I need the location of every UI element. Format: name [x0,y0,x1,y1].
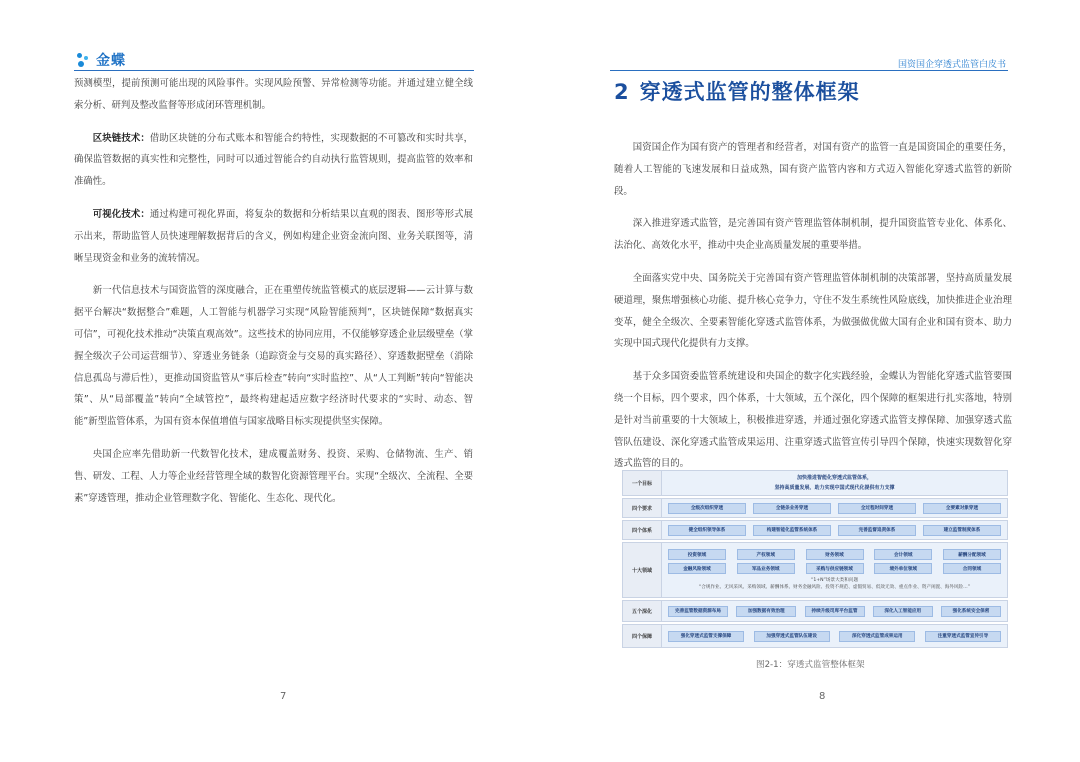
framework-row-systems [622,520,1008,540]
domain-box: 金融风险领域 [668,563,726,574]
framework-row-deepen [622,600,1008,622]
page-number-right: 8 [819,691,826,702]
deepen-box: 强化系统安全保密 [941,606,1001,617]
domain-box: 产权领域 [737,549,795,560]
logo-text: 金蝶 [96,53,126,69]
row-label: 四个体系 [622,520,662,540]
kingdee-logo [76,50,126,70]
paragraph: 预测模型，提前预测可能出现的风险事件。实现风险预警、异常检测等功能。并通过建立健全线索分析、研判及整改监督等形成闭环管理机制。 [74,78,473,111]
paragraph: 新一代信息技术与国资监管的深度融合，正在重塑传统监管模式的底层逻辑——云计算与数据平台解决“数据整合”难题，人工智能与机器学习实现“风险智能预判”，区块链保障“数据真实可信”，可视化技术推动“决策直观高效”。这些技术的协同应用，不仅能够穿透企业层级壁垒（掌握全级次子公司运营细节）、穿透业务链条（追踪资金与交易的真实路径）、穿透数据壁垒（消除信息孤岛与滞后性），更推动国资监管从“事后检查”转向“实时监控”、从“人工判断”转向“智能决策”、从“局部覆盖”转向“全域管控”，最终构建起适应数字经济时代要求的“实时、动态、智能”新型监管体系，为国有资本保值增值与国家战略目标实现提供坚实保障。 [74,285,473,428]
domain-box: 会计领域 [874,549,932,560]
goal-line: 加快推进智能化穿透式监管体系， [796,475,872,481]
deepen-box: 深化人工智能应用 [873,606,933,617]
paragraph: 基于众多国资委监管系统建设和央国企的数字化实践经验，金蝶认为智能化穿透式监管要围绕一个目标，四个要求，四个体系，十大领域，五个深化，四个保障的框架进行扎实落地，特别是针对当前重要的十大领域上，积极推进穿透，并通过强化穿透式监管支撑保障、加强穿透式监管队伍建设、深化穿透式监管成果运用、注重穿透式监管宣传引导四个保障，快速实现数智化穿透式监管的目的。 [614,371,1012,470]
domain-note-title: “1+N”场景大类和问题 [810,578,859,583]
requirement-box: 全链条业务穿透 [753,503,831,514]
right-page [540,0,1080,762]
row-label: 四个要求 [622,498,662,518]
domain-box: 财务领域 [806,549,864,560]
system-box: 建立监管制度体系 [923,525,1001,536]
domain-box: 合同领域 [943,563,1001,574]
right-header-rule [610,70,1008,71]
system-box: 健全组织领导体系 [668,525,746,536]
domain-note-text: “合规作业、无风采风、采购领域、薪酬体系、财务金融风险、投资不规范、虚假贸易、低效无效、重点作业、资产闲置、海外风险…” [698,585,971,590]
row-label: 十大领域 [622,542,662,598]
figure-caption: 图2-1：穿透式监管整体框架 [756,660,865,670]
blockchain-description: 借助区块链的分布式账本和智能合约特性，实现数据的不可篡改和实时共享，确保监管数据的真实性和完整性，同时可以通过智能合约自动执行监管规则，提高监管的效率和准确性。 [74,132,473,188]
deepen-box: 完善监管数据资源布局 [668,606,728,617]
domain-note [668,577,1001,591]
row-label: 五个深化 [622,600,662,622]
left-header-rule [74,70,474,71]
system-box: 构建智能化监管系统体系 [753,525,831,536]
row-label: 四个保障 [622,624,662,648]
framework-row-domains [622,542,1008,598]
left-body-text [74,73,473,509]
term-visualization: 可视化技术： [92,208,150,220]
term-blockchain: 区块链技术： [92,132,150,144]
requirement-box: 全要素对象穿透 [923,503,1001,514]
system-box: 完善监督追责体系 [838,525,916,536]
visualization-paragraph [74,204,473,269]
domain-box: 境外单位领域 [874,563,932,574]
row-label: 一个目标 [622,470,662,496]
page-number-left: 7 [280,691,287,702]
deepen-box: 加强数据有效治理 [736,606,796,617]
blockchain-paragraph [74,128,473,193]
section-heading [614,76,860,106]
domain-box: 采购与供应链领域 [806,563,864,574]
document-title-header: 国资国企穿透式监管白皮书 [897,60,1006,70]
guarantee-box: 强化穿透式监管支撑保障 [668,631,744,642]
visualization-description: 通过构建可视化界面，将复杂的数据和分析结果以直观的图表、图形等形式展示出来，帮助监管人员快速理解数据背后的含义，例如构建企业资金流向图、业务关联图等，清晰呈现资金和业务的流转情况。 [74,208,473,264]
framework-row-requirements [622,498,1008,518]
framework-diagram [622,470,1008,650]
paragraph: 央国企应率先借助新一代数智化技术，建成覆盖财务、投资、采购、仓储物流、生产、销售、研发、工程、人力等企业经营管理全域的数智化资源管理平台。实现“全级次、全流程、全要素”穿透管理，推动企业管理数字化、智能化、生态化、现代化。 [74,448,473,504]
domain-box: 投资领域 [668,549,726,560]
framework-row-goal [622,470,1008,496]
guarantee-box: 深化穿透式监管成果运用 [839,631,915,642]
framework-row-guarantee [622,624,1008,648]
deepen-box: 持续升级司库平台监管 [805,606,865,617]
paragraph: 全面落实党中央、国务院关于完善国有资产管理监管体制机制的决策部署，坚持高质量发展硬道理，聚焦增强核心功能、提升核心竞争力，守住不发生系统性风险底线，加快推进企业治理变革，健全全级次、全要素智能化穿透式监管体系，为做强做优做大国有企业和国有资本、助力实现中国式现代化提供有力支撑。 [614,272,1012,350]
requirement-box: 全过程时间穿透 [838,503,916,514]
paragraph: 国资国企作为国有资产的管理者和经营者，对国有资产的监管一直是国资国企的重要任务，随着人工智能的飞速发展和日益成熟，国有资产监管内容和方式迈入智能化穿透式监管的新阶段。 [614,142,1012,197]
section-number: 2 [614,80,630,104]
domain-box: 薪酬分配领域 [943,549,1001,560]
domain-box: 军品业务领域 [737,563,795,574]
paragraph: 深入推进穿透式监管，是完善国有资产管理监管体制机制，提升国资监管专业化、体系化、法治化、高效化水平，推动中央企业高质量发展的重要举措。 [614,218,1012,252]
requirement-box: 全级次组织穿透 [668,503,746,514]
logo-dots-icon [76,52,92,68]
right-body-text [614,137,1012,475]
goal-line: 坚持高质量发展、助力实现中国式现代化提供有力支撑 [774,485,895,491]
guarantee-box: 注重穿透式监管宣传引导 [925,631,1001,642]
guarantee-box: 加强穿透式监管队伍建设 [754,631,830,642]
section-title: 穿透式监管的整体框架 [639,80,860,104]
